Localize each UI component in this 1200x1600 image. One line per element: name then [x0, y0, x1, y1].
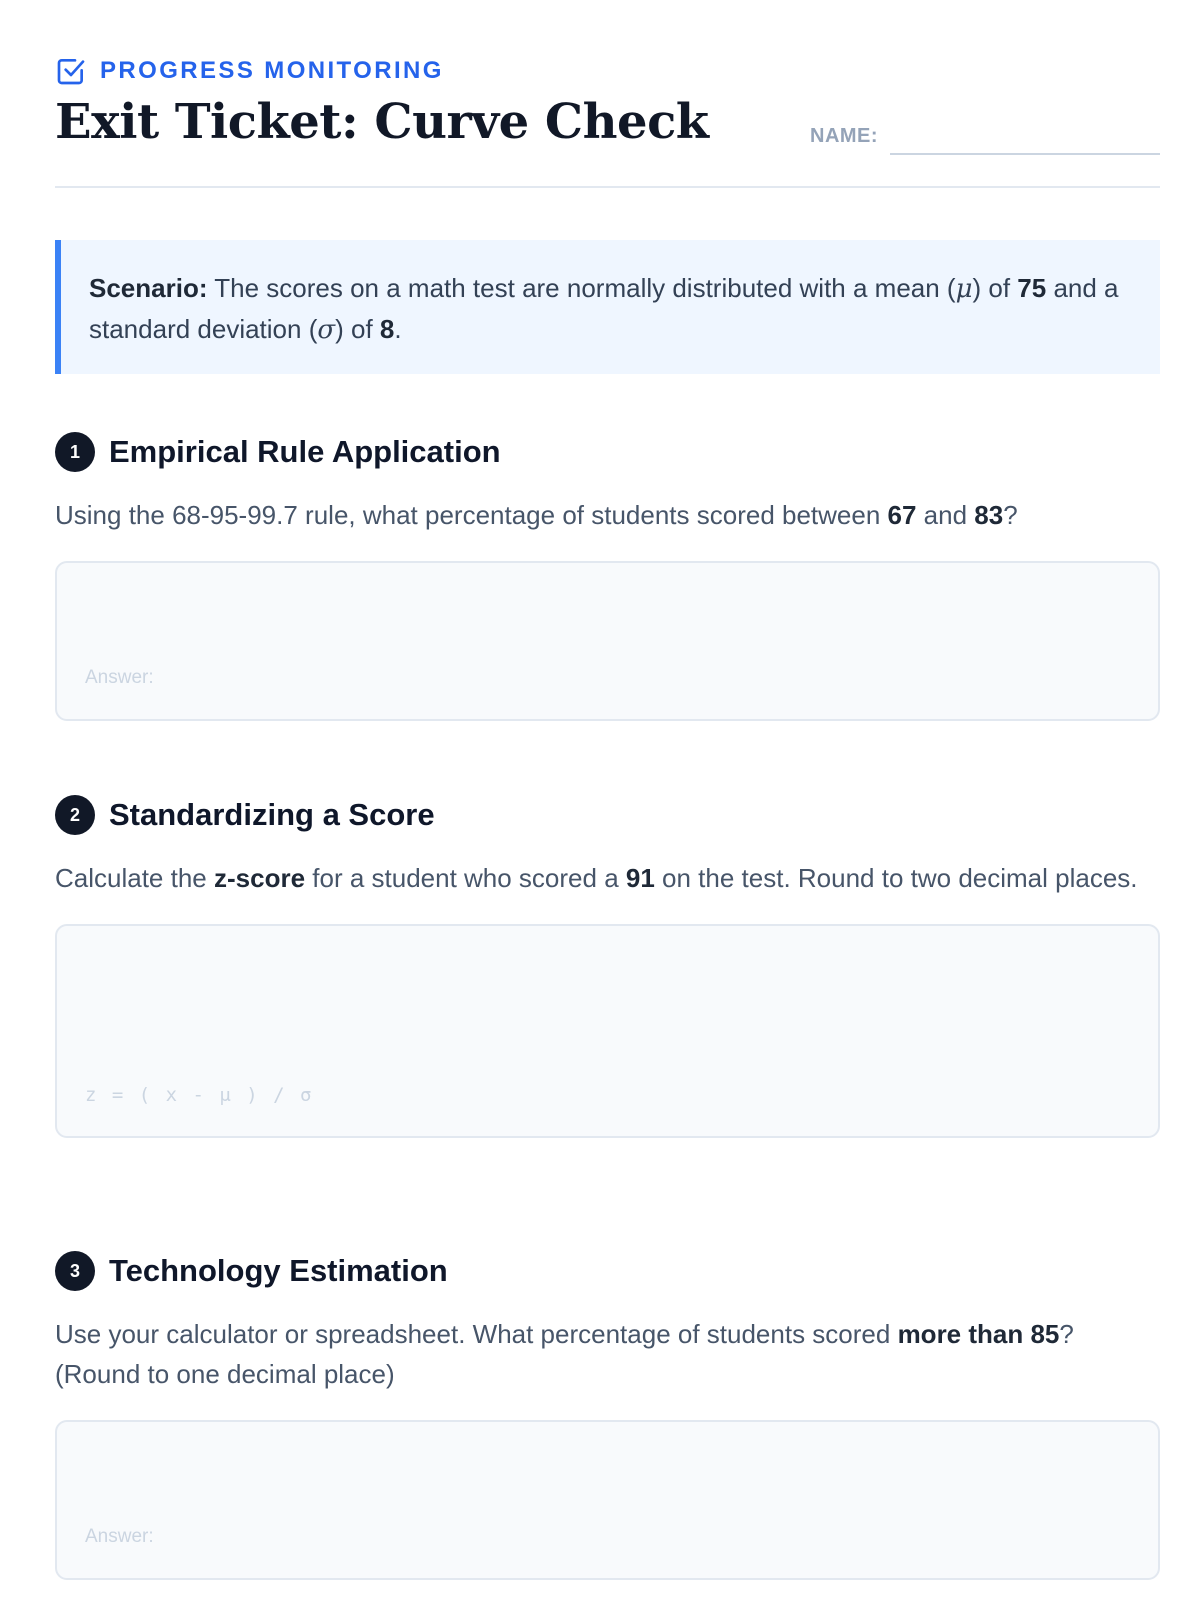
answer-box[interactable] [55, 561, 1160, 721]
question-emphasis: 83 [974, 500, 1004, 530]
question-text-part: and [916, 500, 975, 530]
question-text-part: Using the 68-95-99.7 rule, what percentage of students scored between [55, 500, 888, 530]
answer-placeholder: Answer: [85, 667, 154, 688]
exit-ticket-page [55, 0, 1160, 1547]
question-text [55, 858, 1160, 898]
question-header [55, 432, 1160, 472]
question-number-badge: 1 [55, 432, 95, 472]
question-emphasis: 67 [887, 500, 917, 530]
answer-box[interactable] [55, 924, 1160, 1138]
scenario-callout [55, 240, 1160, 374]
question-text-part: for a student who scored a [305, 863, 626, 893]
question-3 [55, 1251, 1160, 1580]
sd-value: 8 [379, 314, 395, 344]
question-text-part: Use your calculator or spreadsheet. What percentage of students scored [55, 1319, 898, 1349]
question-text-part: on the test. Round to two decimal places. [654, 863, 1138, 893]
scenario-text: . [394, 314, 402, 344]
name-label: NAME: [810, 125, 879, 147]
question-1 [55, 432, 1160, 721]
sigma-symbol: σ [317, 315, 336, 345]
question-text [55, 1314, 1160, 1394]
checkbox-check-icon [55, 55, 87, 87]
question-emphasis: 91 [625, 863, 655, 893]
scenario-text: The scores on a math test are normally distributed with a mean ( [207, 273, 956, 303]
question-title: Technology Estimation [109, 1253, 448, 1288]
name-field[interactable] [890, 153, 1160, 155]
eyebrow-label: PROGRESS MONITORING [100, 57, 444, 84]
scenario-text: ) of [972, 273, 1018, 303]
formula-placeholder: z = ( x - μ ) / σ [85, 1084, 313, 1106]
page-title: Exit Ticket: Curve Check [55, 94, 709, 150]
eyebrow [55, 55, 444, 87]
question-title: Empirical Rule Application [109, 434, 501, 469]
question-title: Standardizing a Score [109, 797, 435, 832]
question-text [55, 495, 1160, 535]
header [55, 0, 1160, 188]
question-header [55, 795, 1160, 835]
question-2 [55, 795, 1160, 1138]
mean-value: 75 [1017, 273, 1047, 303]
question-text-part: Calculate the [55, 863, 214, 893]
scenario-text: ) of [335, 314, 380, 344]
scenario-label: Scenario: [89, 273, 208, 303]
question-emphasis: more than 85 [897, 1319, 1060, 1349]
scenario-text: and a standard deviation ( [89, 273, 1119, 344]
question-text-part: ? [1003, 500, 1018, 530]
question-number-badge: 3 [55, 1251, 95, 1291]
question-emphasis: z-score [213, 863, 306, 893]
answer-box[interactable] [55, 1420, 1160, 1580]
question-header [55, 1251, 1160, 1291]
answer-placeholder: Answer: [85, 1526, 154, 1547]
question-text-part: ? (Round to one decimal place) [55, 1319, 1074, 1389]
mu-symbol: μ [955, 274, 973, 304]
question-number-badge: 2 [55, 795, 95, 835]
